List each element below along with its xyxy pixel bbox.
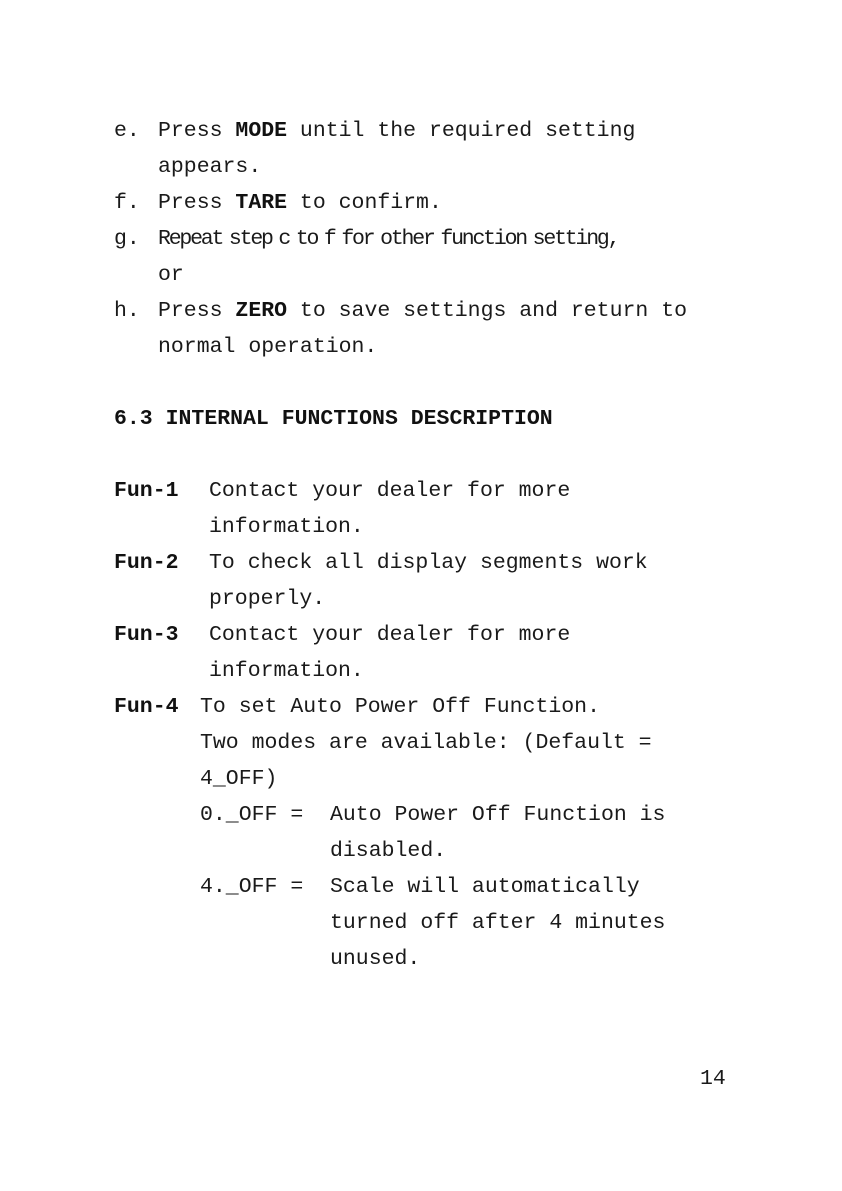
step-f-line-1: Press TARE to confirm. xyxy=(158,191,442,215)
function-fun-3-line-1: Contact your dealer for more xyxy=(209,623,571,647)
mode-0-off-key: 0._OFF = xyxy=(200,803,304,827)
function-label-fun-1: Fun-1 xyxy=(114,479,179,503)
function-fun-1-line-1: Contact your dealer for more xyxy=(209,479,571,503)
function-fun-2-line-1: To check all display segments work xyxy=(209,551,648,575)
function-fun-4-line-2: Two modes are available: (Default = xyxy=(200,731,652,755)
page-number: 14 xyxy=(700,1067,726,1091)
mode-4-off-line-1: Scale will automatically xyxy=(330,875,640,899)
function-fun-2-line-2: properly. xyxy=(209,587,326,611)
mode-0-off-line-1: Auto Power Off Function is xyxy=(330,803,666,827)
function-fun-4-line-3: 4_OFF) xyxy=(200,767,278,791)
mode-4-off-key: 4._OFF = xyxy=(200,875,304,899)
step-h-line-1: Press ZERO to save settings and return to xyxy=(158,299,687,323)
step-g-line-2: or xyxy=(158,263,184,287)
mode-4-off-line-3: unused. xyxy=(330,947,421,971)
step-e-line-1: Press MODE until the required setting xyxy=(158,119,636,143)
function-fun-4-line-1: To set Auto Power Off Function. xyxy=(200,695,600,719)
mode-key-label: MODE xyxy=(235,119,288,143)
step-g-line-1: Repeat step c to f for other function setting, xyxy=(158,227,619,251)
mode-4-off-line-2: turned off after 4 minutes xyxy=(330,911,666,935)
mode-0-off-line-2: disabled. xyxy=(330,839,447,863)
step-h-line-2: normal operation. xyxy=(158,335,378,359)
function-fun-3-line-2: information. xyxy=(209,659,364,683)
step-e-marker: e. xyxy=(114,119,140,143)
function-label-fun-2: Fun-2 xyxy=(114,551,179,575)
function-label-fun-3: Fun-3 xyxy=(114,623,179,647)
section-heading: 6.3 INTERNAL FUNCTIONS DESCRIPTION xyxy=(114,407,553,431)
function-fun-1-line-2: information. xyxy=(209,515,364,539)
tare-key-label: TARE xyxy=(235,191,288,215)
step-e-line-2: appears. xyxy=(158,155,262,179)
function-label-fun-4: Fun-4 xyxy=(114,695,179,719)
step-f-marker: f. xyxy=(114,191,140,215)
step-h-marker: h. xyxy=(114,299,140,323)
zero-key-label: ZERO xyxy=(235,299,288,323)
step-g-marker: g. xyxy=(114,227,140,251)
